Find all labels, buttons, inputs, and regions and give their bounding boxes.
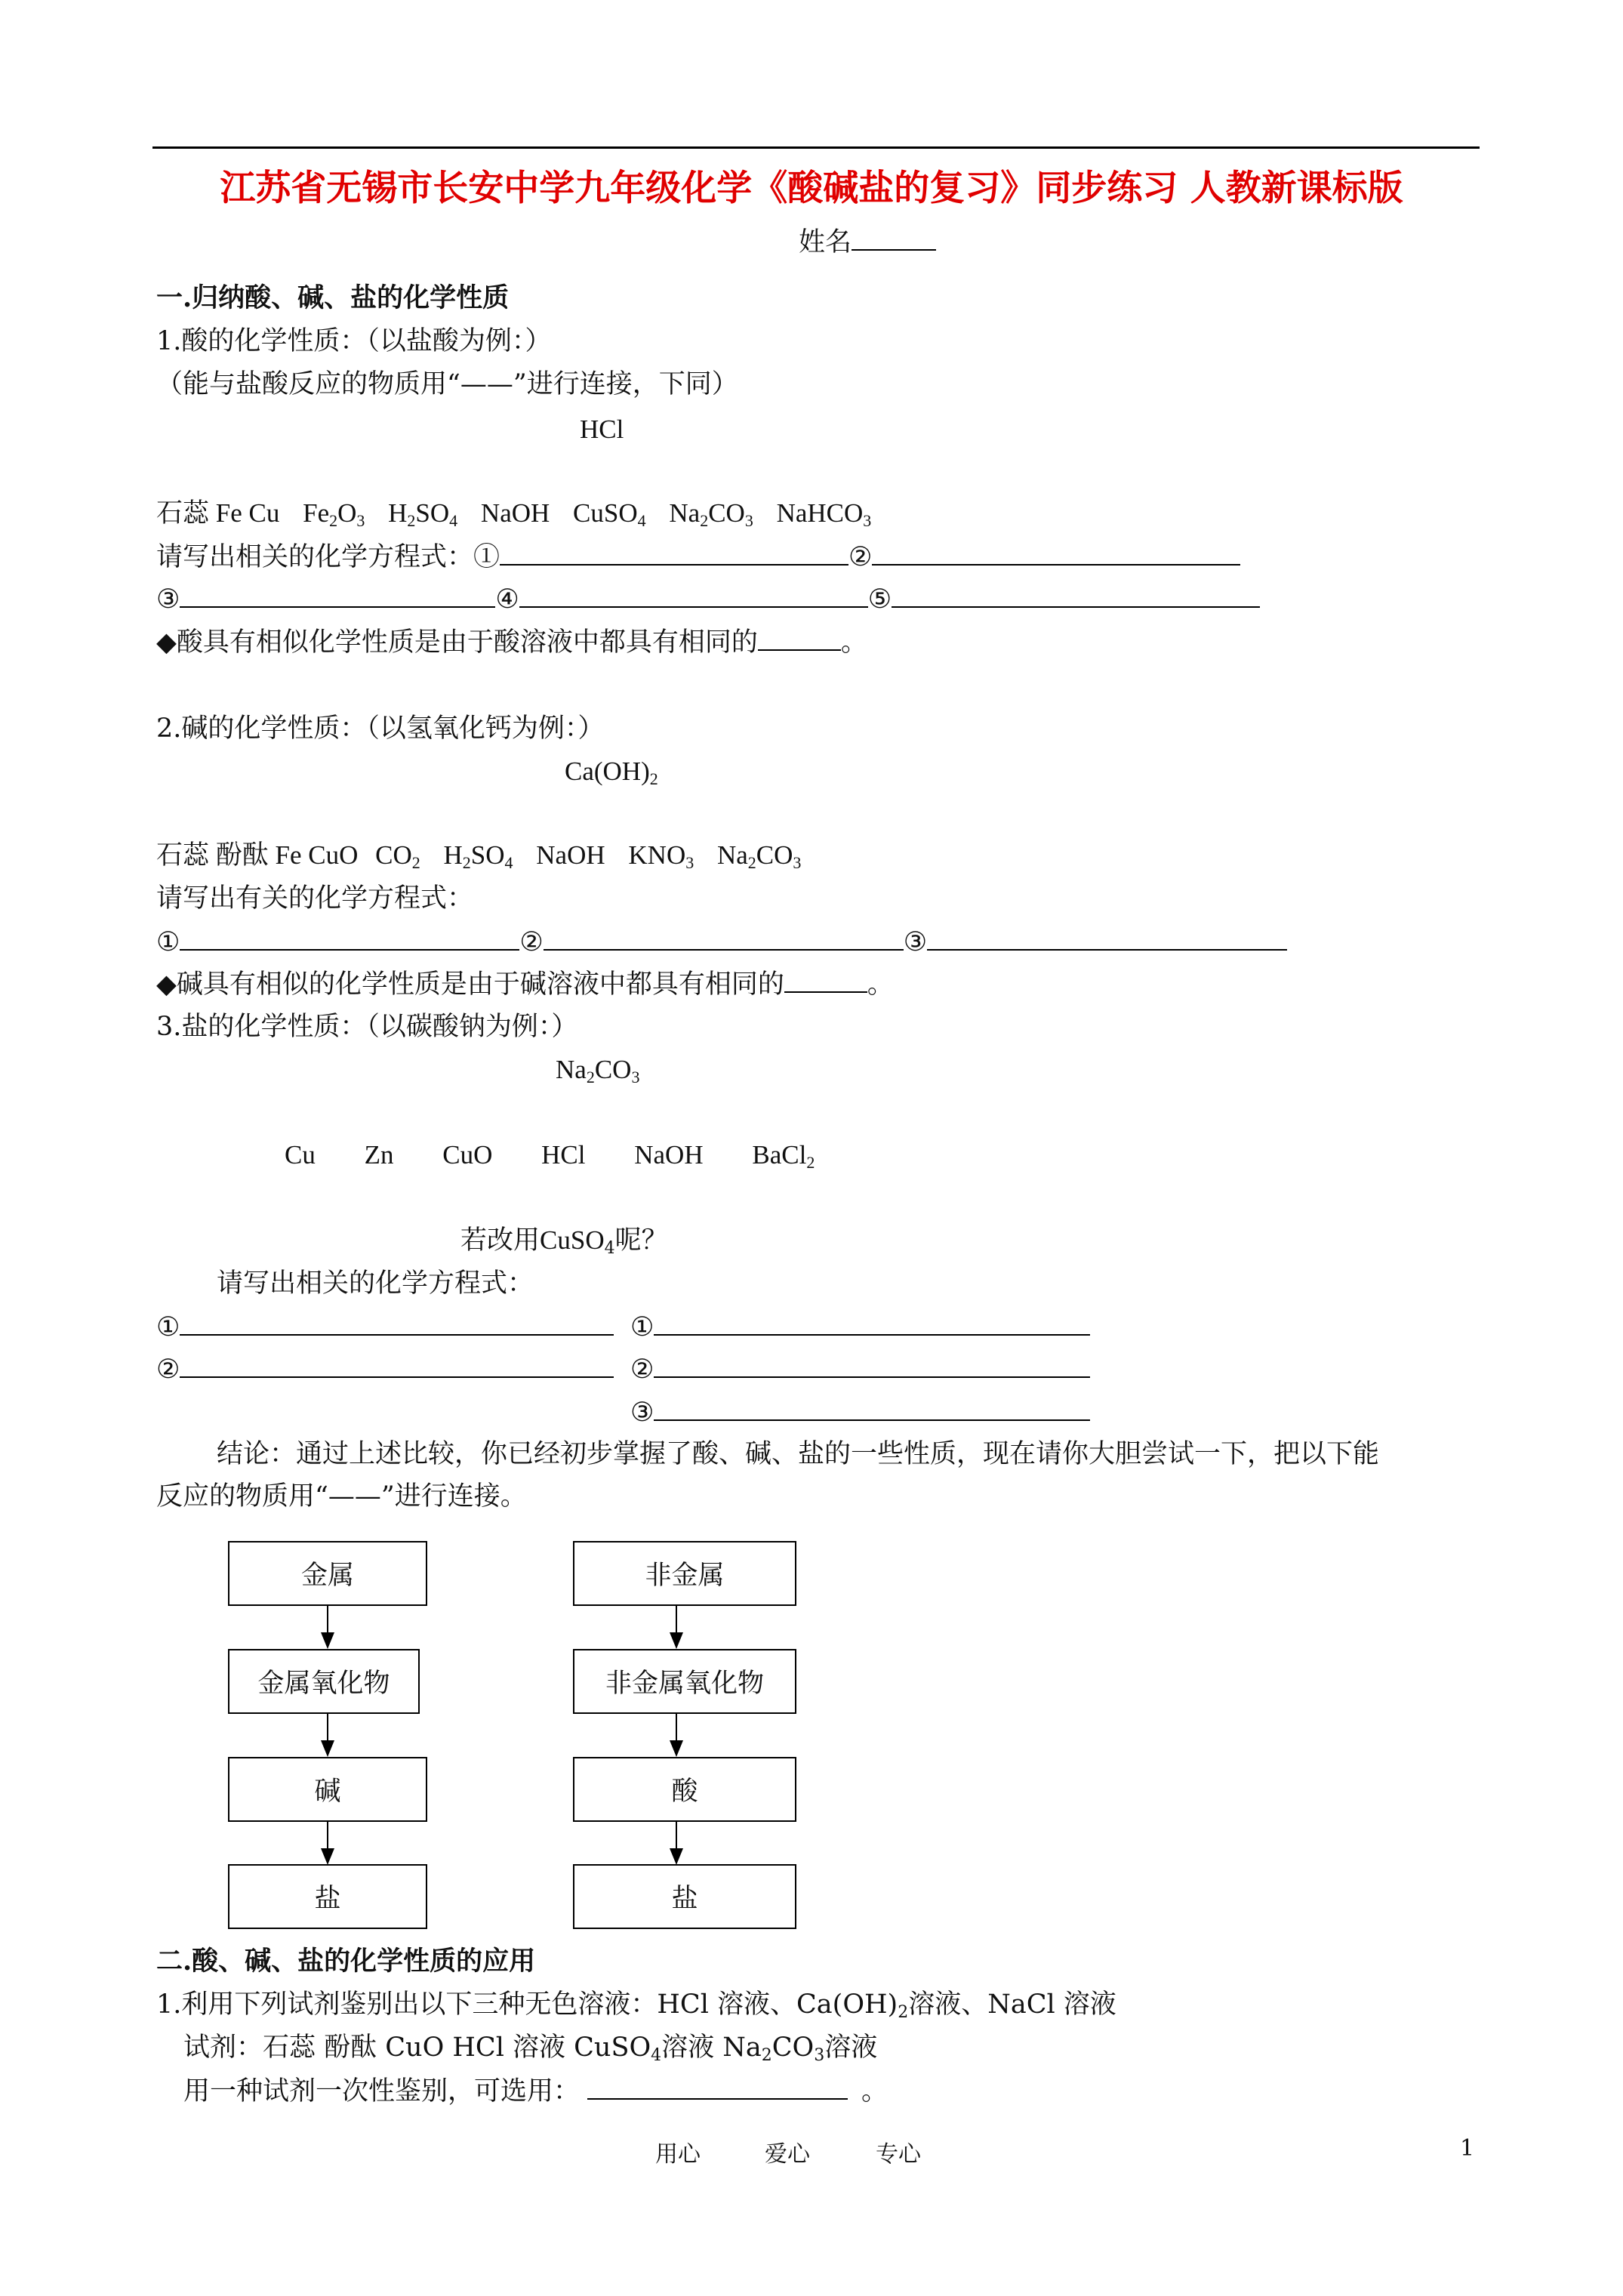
flow-left-salt: 盐 [228,1864,427,1929]
flow-right-arrow-3 [676,1820,677,1851]
flow-left-arrow-3 [327,1820,328,1851]
salt-alternative-question: 若改用CuSO$_4$呢？ [460,1225,668,1258]
acid-conclusion-blank[interactable] [758,627,841,651]
acid-heading: 1.酸的化学性质：（以盐酸为例：） [156,326,552,356]
flow-left-base: 碱 [228,1757,427,1822]
base-eq-blank-2[interactable] [544,926,904,951]
base-conclusion-blank[interactable] [784,969,867,993]
question-1: 1.利用下列试剂鉴别出以下三种无色溶液：HCl 溶液、$Ca(OH)_2$溶液、NaCl 溶液 [156,1989,1116,2022]
flow-left-arrowhead-2 [321,1740,334,1757]
flow-left-arrowhead-1 [321,1632,334,1649]
salt-eq-blank-right-2[interactable] [654,1354,1090,1378]
acid-eq-blank-2[interactable] [872,541,1240,566]
flow-left-arrow-2 [327,1712,328,1743]
page-number: 1 [1460,2135,1475,2162]
name-blank[interactable] [852,227,936,251]
name-label: 姓名 [799,227,852,257]
acid-equation-line-2: ③ ④ ⑤ [156,584,1260,615]
flow-right-acid: 酸 [573,1757,796,1822]
base-eq-prompt: 请写出有关的化学方程式： [156,883,474,914]
acid-conclusion: ◆酸具有相似化学性质是由于酸溶液中都具有相同的 。 [156,627,867,658]
acid-equation-line-1: 请写出相关的化学方程式：① ② [156,541,1240,572]
footer-item-2: 爱心 [765,2141,810,2168]
salt-cuso4-line-3: ③ [630,1397,1090,1428]
flow-right-arrowhead-1 [670,1632,683,1649]
page-title: 江苏省无锡市长安中学九年级化学《酸碱盐的复习》同步练习 人教新课标版 [220,168,1403,209]
acid-eq-blank-1[interactable] [500,541,848,566]
flow-right-nonmetal: 非金属 [573,1541,796,1606]
salt-eq-prompt: 请写出相关的化学方程式： [217,1268,534,1299]
flow-left-metal-oxide: 金属氧化物 [228,1649,420,1714]
footer-item-3: 专心 [876,2141,921,2168]
base-conclusion: ◆碱具有相似的化学性质是由于碱溶液中都具有相同的 。 [156,969,894,1000]
section1-heading: 一.归纳酸、碱、盐的化学性质 [156,282,510,313]
salt-equation-line-2: ② [156,1354,614,1385]
acid-note: （能与盐酸反应的物质用“——”进行连接，下同） [156,369,738,399]
conclusion-line-1: 结论：通过上述比较，你已经初步掌握了酸、碱、盐的一些性质，现在请你大胆尝试一下，把以下能 [217,1439,1380,1469]
acid-eq-blank-3[interactable] [180,584,495,608]
flow-right-arrow-2 [676,1712,677,1743]
salt-eq-blank-right-1[interactable] [654,1311,1090,1336]
top-rule [152,146,1480,149]
flow-right-salt: 盐 [573,1864,796,1929]
flow-right-arrowhead-3 [670,1848,683,1865]
footer-item-1: 用心 [655,2141,701,2168]
salt-eq-blank-left-1[interactable] [180,1311,614,1336]
base-heading: 2.碱的化学性质：（以氢氧化钙为例：） [156,713,605,744]
salt-center-formula: $Na_2CO_3$ [556,1055,640,1086]
flow-right-nonmetal-oxide: 非金属氧化物 [573,1649,796,1714]
base-eq-blank-1[interactable] [180,926,519,951]
salt-eq-blank-right-3[interactable] [654,1397,1090,1421]
salt-cuso4-line-1: ① [630,1311,1090,1342]
base-equation-line: ① ② ③ [156,926,1287,957]
salt-eq-blank-left-2[interactable] [180,1354,614,1378]
acid-reagents: 石蕊 Fe Cu $Fe_2O_3$ $H_2SO_4$ NaOH CuSO$_4$ $Na_2CO_3$ NaHCO$_3$ [156,498,872,530]
name-field[interactable] [799,227,936,257]
question-1-answer-blank[interactable] [587,2076,848,2100]
question-1-reagents: 试剂：石蕊 酚酞 CuO HCl 溶液 CuSO$_4$溶液 $Na_2CO_3$溶液 [183,2032,878,2065]
section2-heading: 二.酸、碱、盐的化学性质的应用 [156,1946,536,1977]
flow-right-arrow-1 [676,1604,677,1635]
acid-eq-blank-4[interactable] [519,584,868,608]
base-eq-blank-3[interactable] [927,926,1287,951]
salt-cuso4-line-2: ② [630,1354,1090,1385]
flow-left-arrow-1 [327,1604,328,1635]
acid-center-formula: HCl [580,415,624,444]
flow-left-arrowhead-3 [321,1848,334,1865]
conclusion-line-2: 反应的物质用“——”进行连接。 [156,1481,527,1512]
salt-heading: 3.盐的化学性质：（以碳酸钠为例：） [156,1012,578,1042]
base-reagents: 石蕊 酚酞 Fe CuO $CO_2$ $H_2SO_4$ NaOH $KNO_3$ $Na_2CO_3$ [156,840,802,872]
flow-right-arrowhead-2 [670,1740,683,1757]
salt-reagents: Cu Zn CuO HCl NaOH BaCl$_2$ [285,1140,815,1172]
salt-equation-line-1: ① [156,1311,614,1342]
base-center-formula: $Ca(OH)_2$ [565,757,658,788]
flow-left-metal: 金属 [228,1541,427,1606]
acid-eq-blank-5[interactable] [892,584,1260,608]
question-1-answer-line: 用一种试剂一次性鉴别，可选用： 。 [183,2076,888,2106]
